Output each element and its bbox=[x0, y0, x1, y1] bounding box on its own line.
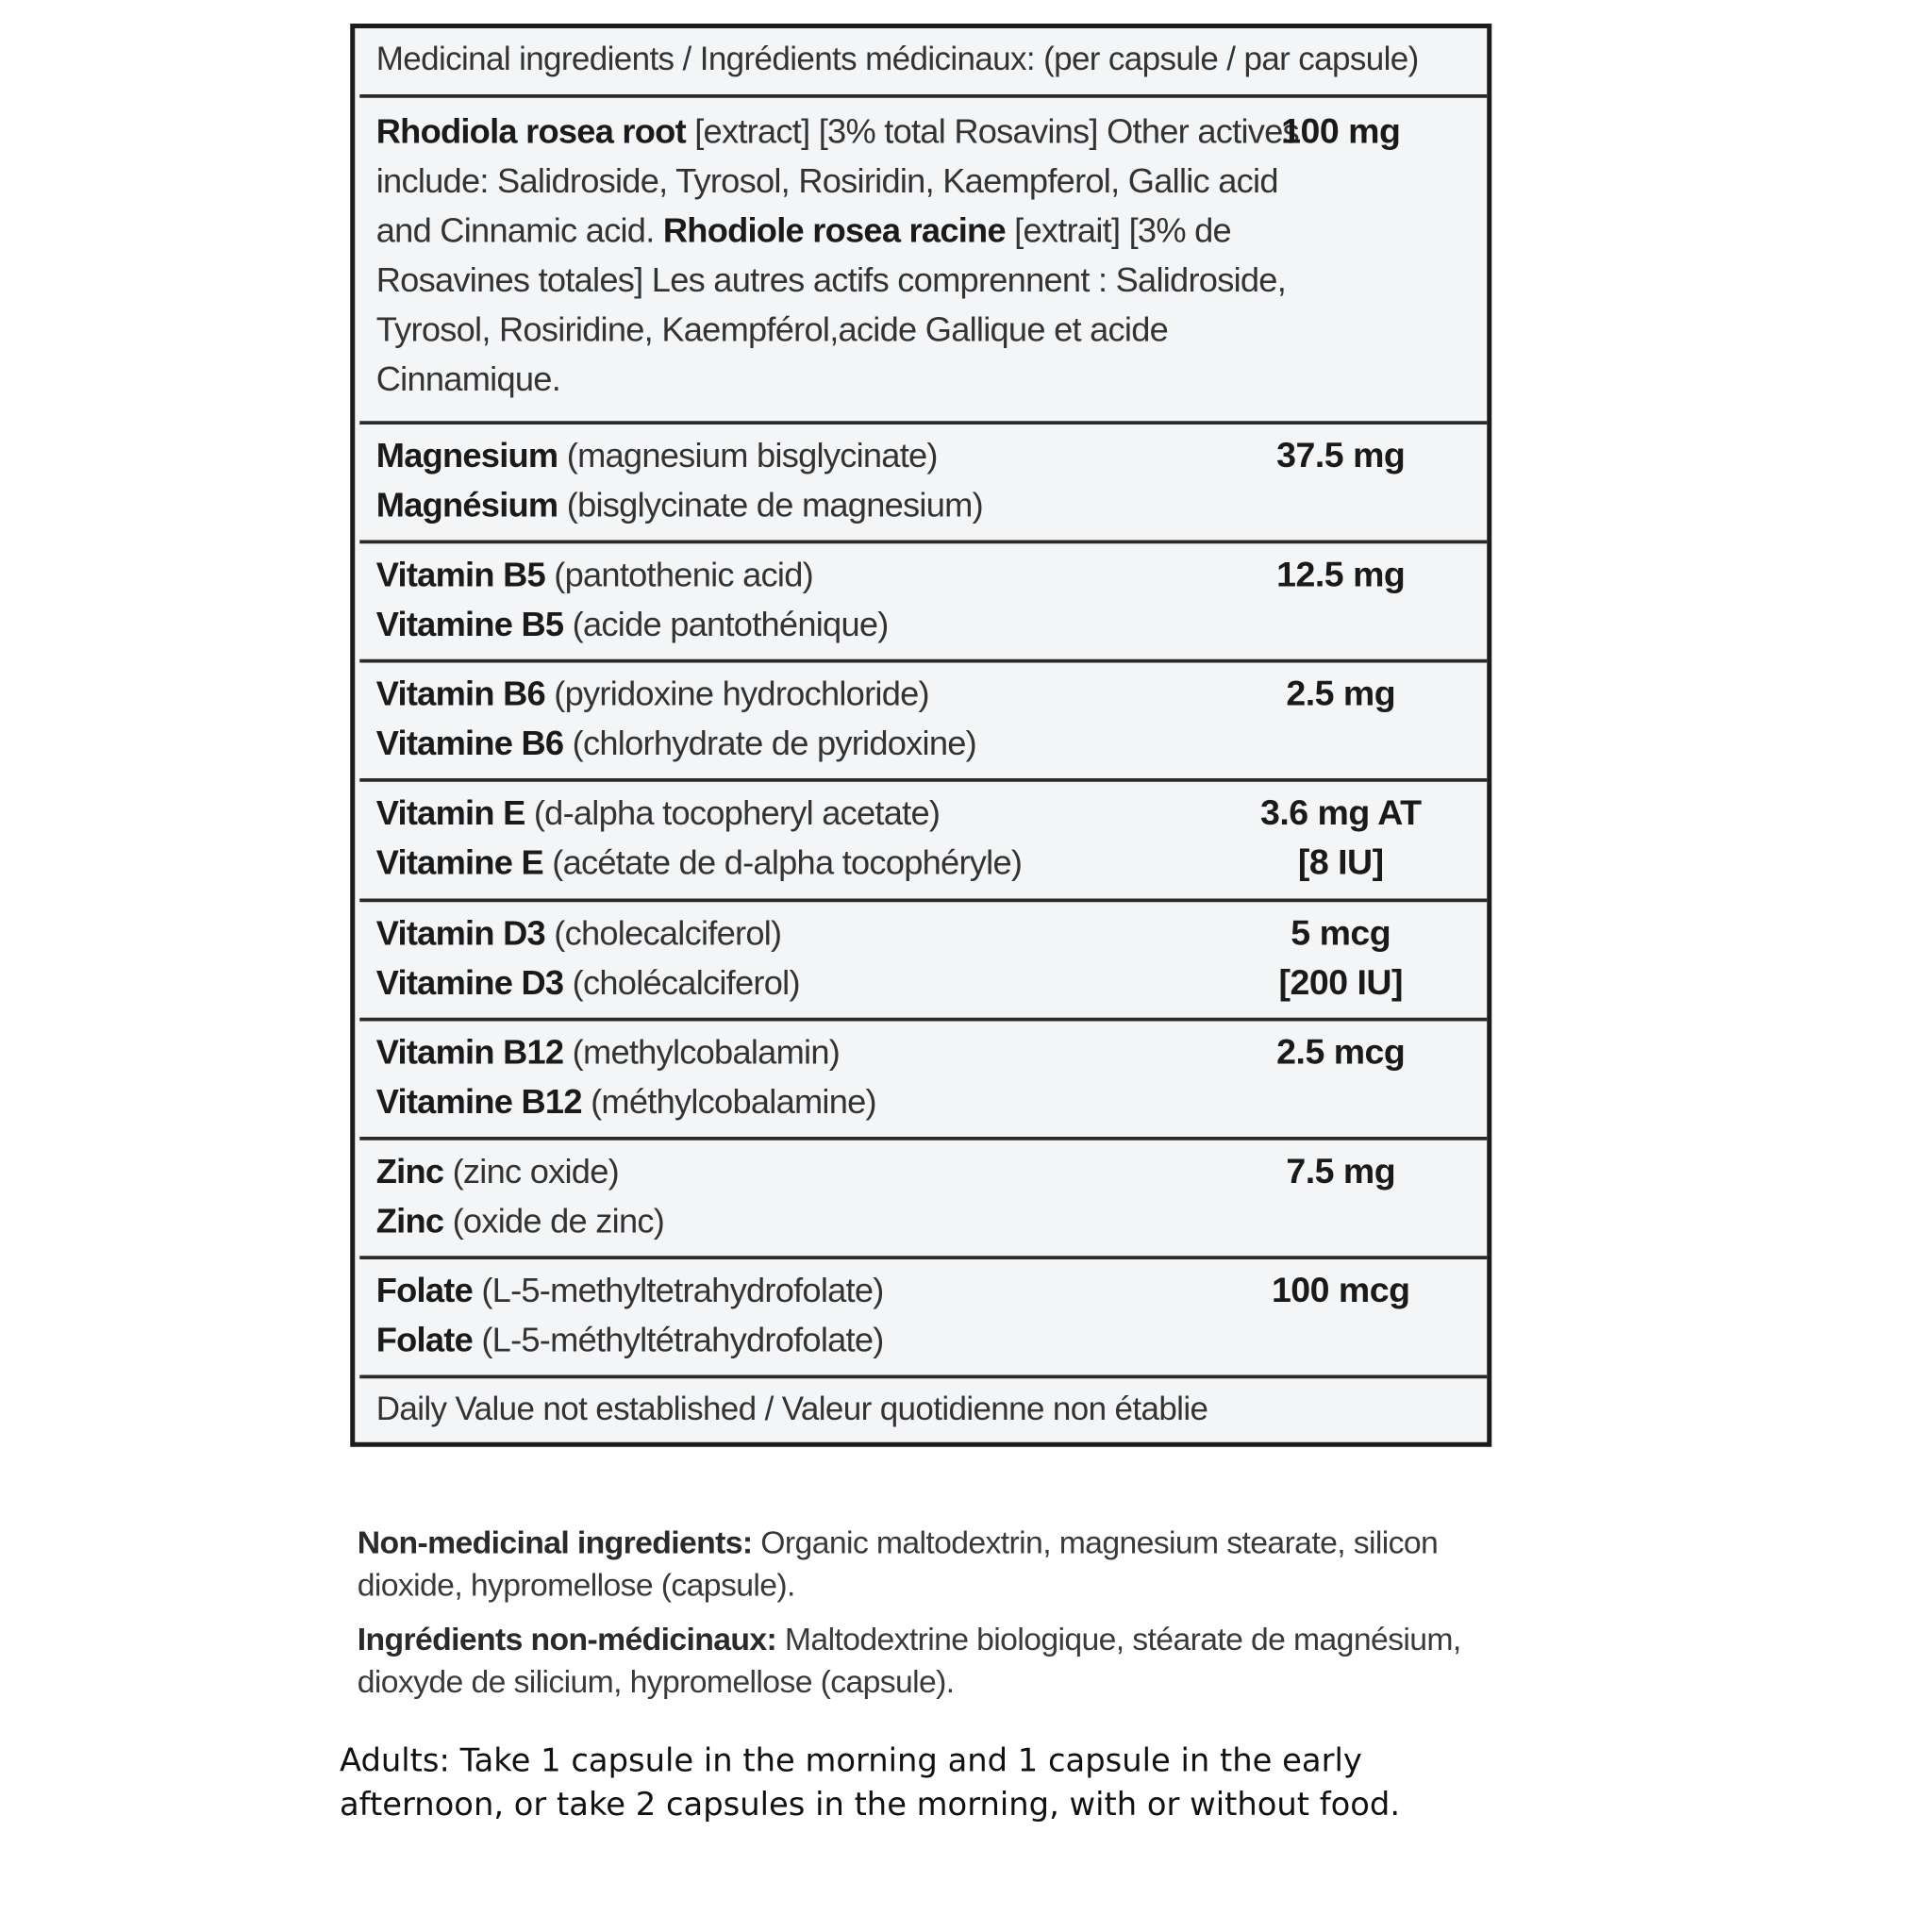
ingredient-amount: 100 mg bbox=[1281, 111, 1401, 151]
ingredient-description bbox=[376, 551, 1285, 650]
ingredient-name-fr: Vitamine B12 bbox=[375, 1083, 582, 1122]
ingredient-amount: 5 mcg [200 IU] bbox=[1278, 913, 1403, 1003]
table-row bbox=[359, 663, 1487, 782]
ingredient-name-en: Vitamin D3 bbox=[375, 915, 545, 953]
table-row bbox=[359, 1141, 1487, 1259]
ingredient-desc-en: (d-alpha tocopheryl acetate) bbox=[525, 794, 941, 833]
ingredient-name-fr: Folate bbox=[375, 1322, 474, 1360]
ingredient-amount: 3.6 mg AT [8 IU] bbox=[1259, 793, 1422, 882]
ingredient-name-en: Rhodiola rosea root bbox=[375, 113, 686, 151]
table-row bbox=[359, 782, 1487, 903]
table-row bbox=[359, 98, 1487, 425]
ingredient-amount: 7.5 mg bbox=[1286, 1152, 1396, 1191]
ingredient-description bbox=[376, 1147, 1285, 1246]
ingredient-desc-fr: (chlorhydrate de pyridoxine) bbox=[563, 724, 977, 763]
ingredient-desc-en: (cholecalciferol) bbox=[544, 915, 782, 953]
ingredient-name-en: Vitamin B12 bbox=[375, 1034, 564, 1073]
ingredient-desc-en-line-2: actives include: Salidroside, Tyrosol, Rosiridin, Kaempferol, bbox=[375, 113, 1299, 201]
ingredient-name-en: Vitamin B5 bbox=[375, 557, 545, 594]
ingredient-name-fr: Vitamine B5 bbox=[375, 606, 564, 644]
ingredient-description bbox=[376, 1028, 1285, 1127]
ingredient-name-en: Folate bbox=[375, 1272, 474, 1310]
table-row bbox=[359, 543, 1487, 662]
ingredient-desc-fr-line-2: Les autres actifs comprennent : Salidroside, Tyrosol, Rosiridine, bbox=[375, 261, 1287, 349]
ingredient-amount: 12.5 mg bbox=[1276, 555, 1406, 594]
ingredient-name-en: Vitamin E bbox=[375, 794, 525, 833]
non-medicinal-label-fr: Ingrédients non-médicinaux: bbox=[357, 1621, 777, 1657]
ingredient-name-fr: Magnésium bbox=[375, 487, 558, 525]
ingredient-name-en: Zinc bbox=[375, 1153, 444, 1191]
ingredient-amount: 2.5 mg bbox=[1286, 675, 1396, 714]
ingredient-name-fr: Vitamine B6 bbox=[375, 724, 564, 763]
ingredient-name-fr: Vitamine E bbox=[375, 844, 543, 882]
non-medicinal-text-en-line-2: dioxide, hypromellose (capsule). bbox=[357, 1567, 795, 1603]
table-header-row bbox=[359, 28, 1487, 98]
rhodiola-description bbox=[376, 108, 1308, 405]
ingredient-desc-en: (pyridoxine hydrochloride) bbox=[544, 675, 929, 714]
ingredient-description bbox=[376, 1267, 1285, 1366]
ingredient-desc-en: (pantothenic acid) bbox=[544, 557, 813, 594]
ingredient-description bbox=[376, 670, 1285, 769]
medicinal-ingredients-table bbox=[350, 24, 1491, 1447]
ingredient-amount: 2.5 mcg bbox=[1276, 1033, 1406, 1073]
table-header-text: Medicinal ingredients / Ingrédients médicinaux: (per capsule / par capsule) bbox=[375, 40, 1419, 77]
ingredient-name-en: Vitamin B6 bbox=[375, 675, 545, 714]
ingredient-name-fr: Rhodiole rosea racine bbox=[662, 212, 1006, 250]
ingredient-desc-fr: (acétate de d-alpha tocophéryle) bbox=[542, 844, 1023, 882]
ingredient-desc-fr: (L-5-méthyltétrahydrofolate) bbox=[473, 1322, 884, 1360]
ingredient-desc-fr: (bisglycinate de magnesium) bbox=[558, 487, 983, 525]
directions-text bbox=[340, 1740, 1531, 1827]
non-medicinal-text-fr-line-2: dioxyde de silicium, hypromellose (capsule). bbox=[357, 1663, 955, 1700]
ingredient-amount: 100 mcg bbox=[1271, 1271, 1410, 1310]
ingredient-description bbox=[376, 432, 1285, 531]
ingredient-desc-fr: (cholécalciferol) bbox=[563, 964, 800, 1003]
daily-value-note: Daily Value not established / Valeur quotidienne non établie bbox=[375, 1390, 1208, 1427]
non-medicinal-text-en: Organic maltodextrin, magnesium stearate, silicon bbox=[752, 1524, 1439, 1560]
ingredient-desc-en: (methylcobalamin) bbox=[563, 1034, 841, 1073]
directions-line-1: Adults: Take 1 capsule in the morning and 1 capsule in the early bbox=[340, 1742, 1362, 1780]
non-medicinal-ingredients-fr bbox=[358, 1618, 1490, 1703]
ingredient-desc-en: (L-5-methyltetrahydrofolate) bbox=[473, 1272, 884, 1310]
ingredient-name-fr: Vitamine D3 bbox=[375, 964, 564, 1003]
ingredient-description bbox=[376, 789, 1285, 888]
ingredient-desc-fr: (oxide de zinc) bbox=[443, 1203, 665, 1241]
table-row bbox=[359, 1259, 1487, 1378]
ingredient-desc-en: (zinc oxide) bbox=[443, 1153, 619, 1191]
non-medicinal-label-en: Non-medicinal ingredients: bbox=[357, 1524, 753, 1560]
table-row bbox=[359, 902, 1487, 1021]
non-medicinal-ingredients-en bbox=[358, 1522, 1490, 1607]
ingredient-desc-fr-line-3: Kaempférol,acide Gallique et acide Cinnamique. bbox=[375, 311, 1169, 399]
ingredient-desc-en: [extract] [3% total Rosavins] Other bbox=[685, 113, 1189, 151]
ingredient-desc-fr: (méthylcobalamine) bbox=[581, 1083, 876, 1122]
ingredient-amount: 37.5 mg bbox=[1276, 436, 1406, 475]
ingredient-desc-fr: (acide pantothénique) bbox=[563, 606, 889, 644]
ingredient-description bbox=[376, 909, 1285, 1008]
ingredient-name-en: Magnesium bbox=[375, 437, 558, 475]
table-row bbox=[359, 425, 1487, 543]
ingredient-desc-en-line-3: Gallic acid and Cinnamic acid. bbox=[375, 162, 1278, 250]
directions-line-2: afternoon, or take 2 capsules in the morning, with or without food. bbox=[340, 1786, 1401, 1824]
table-row bbox=[359, 1022, 1487, 1141]
ingredient-desc-fr: [extrait] [3% de Rosavines totales] bbox=[375, 212, 1231, 300]
ingredient-name-fr: Zinc bbox=[375, 1203, 444, 1241]
ingredient-desc-en: (magnesium bisglycinate) bbox=[558, 437, 938, 475]
non-medicinal-text-fr: Maltodextrine biologique, stéarate de magnésium, bbox=[776, 1621, 1461, 1657]
table-footer-row bbox=[359, 1378, 1487, 1444]
